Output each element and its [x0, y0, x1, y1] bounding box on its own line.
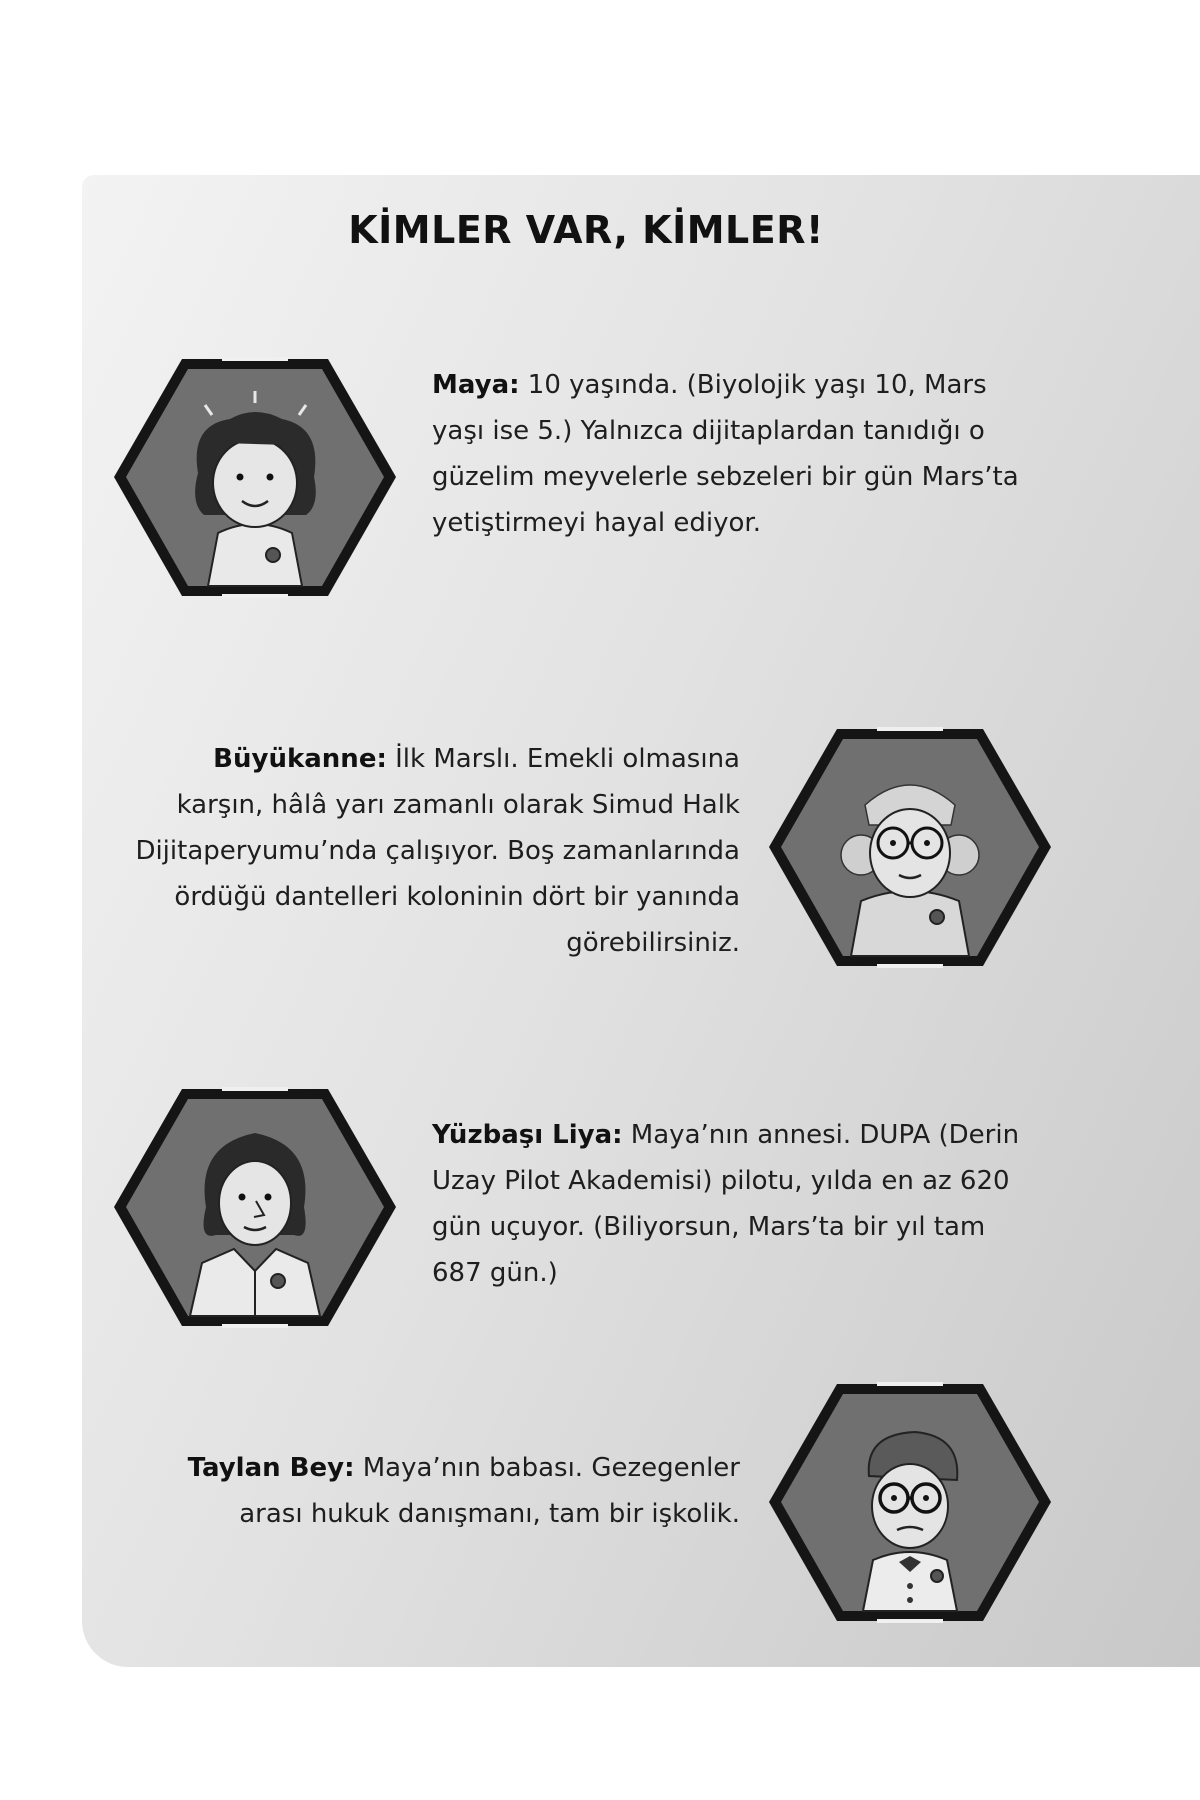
bio-liya: Yüzbaşı Liya: Maya’nın annesi. DUPA (Derin Uzay Pilot Akademisi) pilotu, yılda en az 620 gün uçuyor. (Biliyorsun, Mars’ta bir yıl tam 687 gün.): [432, 1120, 1020, 1288]
maya-portrait-icon: [110, 355, 400, 600]
bio-maya: Maya: 10 yaşında. (Biyolojik yaşı 10, Mars yaşı ise 5.) Yalnızca dijitaplardan tanıdığı o güzelim meyvelerle sebzeleri bir gün Mars’ta yetiştirmeyi hayal ediyor.: [432, 370, 1019, 538]
taylan-portrait-icon: [765, 1380, 1055, 1625]
page-title: KİMLER VAR, KİMLER!: [348, 208, 824, 252]
bio-grandmother: Büyükanne: İlk Marslı. Emekli olmasına karşın, hâlâ yarı zamanlı olarak Simud Halk Dijitaperyumu’nda çalışıyor. Boş zamanlarında ördüğü dantelleri koloninin dört bir yanında görebilirsiniz.: [135, 744, 740, 958]
liya-portrait-icon: [110, 1085, 400, 1330]
grandmother-portrait-icon: [765, 725, 1055, 970]
bio-taylan: Taylan Bey: Maya’nın babası. Gezegenler arası hukuk danışmanı, tam bir işkolik.: [187, 1453, 740, 1529]
